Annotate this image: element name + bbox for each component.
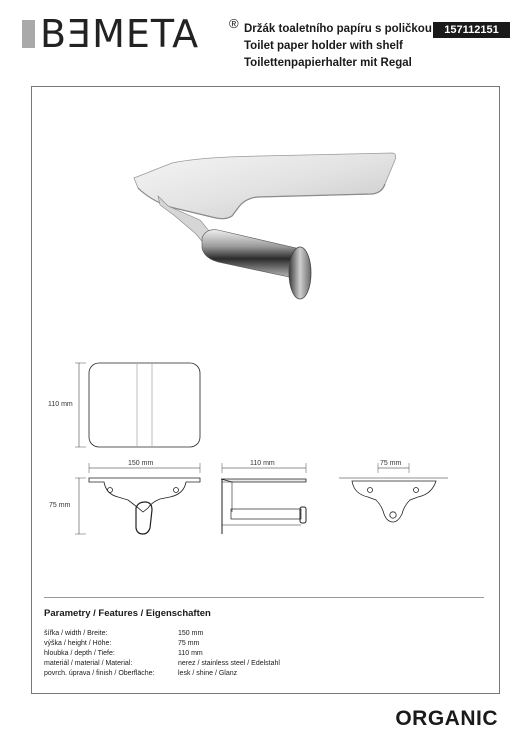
feature-value: 75 mm <box>178 640 200 647</box>
dim-back-width: 75 mm <box>380 460 402 467</box>
feature-value: 110 mm <box>178 650 203 657</box>
side-view-shelf <box>221 479 306 482</box>
feature-label: povrch. úprava / finish / Oberfläche: <box>44 670 155 677</box>
features-divider <box>44 597 484 598</box>
feature-label: hloubka / depth / Tiefe: <box>44 650 115 657</box>
registered-mark: ® <box>229 16 239 31</box>
feature-value: 150 mm <box>178 630 204 637</box>
feature-value: lesk / shine / Glanz <box>178 670 238 677</box>
feature-label: výška / height / Höhe: <box>44 640 112 647</box>
dim-side-depth: 110 mm <box>250 460 275 467</box>
dim-front-height: 75 mm <box>49 502 71 509</box>
logo-wordmark: BƎMETA <box>40 12 200 56</box>
dim-top-height: 110 mm <box>48 401 73 408</box>
product-code: 157112151 <box>433 22 510 38</box>
title-german: Toilettenpapierhalter mit Regal <box>244 57 412 69</box>
front-view-cap <box>136 502 152 534</box>
dim-front-width: 150 mm <box>128 460 154 467</box>
features-title: Parametry / Features / Eigenschaften <box>44 608 211 619</box>
back-view-bracket <box>352 481 436 522</box>
feature-label: šířka / width / Breite: <box>44 630 108 637</box>
feature-value: nerez / stainless steel / Edelstahl <box>178 660 280 667</box>
title-czech: Držák toaletního papíru s poličkou <box>244 23 432 35</box>
front-view-shelf <box>89 478 200 512</box>
feature-label: materiál / material / Material: <box>44 660 133 667</box>
collection-name: ORGANIC <box>395 707 498 730</box>
top-view-outline <box>89 363 200 447</box>
title-english: Toilet paper holder with shelf <box>244 40 403 52</box>
side-view-rod <box>231 509 301 519</box>
